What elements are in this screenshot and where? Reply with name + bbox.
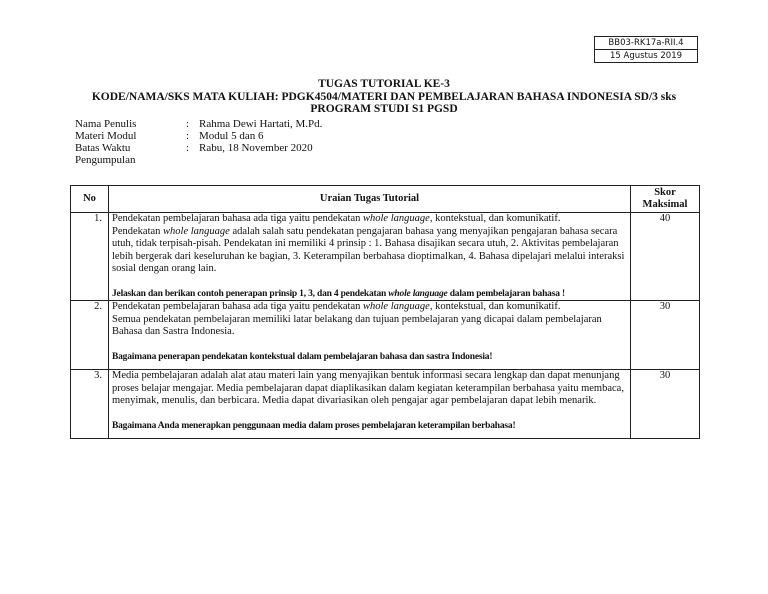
row-number: 2. — [71, 301, 109, 370]
table-header-row — [71, 186, 700, 213]
row-content — [109, 301, 631, 370]
course-line: KODE/NAMA/SKS MATA KULIAH: PDGK4504/MATERI DAN PEMBELAJARAN BAHASA INDONESIA SD/3 sks — [91, 91, 677, 103]
row-content — [109, 370, 631, 439]
table-row — [71, 301, 700, 370]
row-score: 30 — [631, 370, 700, 439]
info-value: Modul 5 dan 6 — [199, 130, 264, 142]
row-score: 30 — [631, 301, 700, 370]
row-paragraph: Pendekatan whole language adalah salah satu pendekatan pengajaran bahasa yang menyajikan pengajaran bahasa secara utuh, tidak terpisah-pisah. Pendekatan ini memiliki 4 prinsip : 1. Bahasa disajikan secara utuh, 2. Aktivitas pembelajaran lebih bergerak dari keseluruhan ke bagian, 3. Keterampilan berbahasa dioptimalkan, 4. Bahasa dipelajari melalui interaksi sosial dengan orang lain. — [112, 225, 625, 274]
header-skor-line1: Skor — [654, 186, 676, 198]
row-paragraph: Media pembelajaran adalah alat atau materi lain yang menyajikan bentuk informasi secara lengkap dan dapat menunjang proses belajar mengajar. Media pembelajaran dapat diaplikasikan dalam kegiatan keterampilan berbahasa yaitu membaca, menyimak, menulis, dan berbicara. Media dapat divariasikan oleh pengajar agar pembelajaran dapat lebih menarik. — [112, 370, 624, 406]
row-number: 3. — [71, 370, 109, 439]
table-row — [71, 370, 700, 439]
info-label: Nama Penulis — [75, 118, 137, 130]
row-question: Bagaimana Anda menerapkan penggunaan media dalam proses pembelajaran keterampilan berbahasa! — [112, 420, 516, 431]
info-label: Batas Waktu — [75, 142, 131, 154]
row-content — [109, 213, 631, 301]
row-paragraph: Pendekatan pembelajaran bahasa ada tiga yaitu pendekatan whole language, kontekstual, dan komunikatif. — [112, 301, 561, 312]
row-paragraph: Pendekatan pembelajaran bahasa ada tiga yaitu pendekatan whole language, kontekstual, dan komunikatif. — [112, 213, 561, 224]
row-number: 1. — [71, 213, 109, 301]
document-code-box — [594, 36, 698, 63]
program-line: PROGRAM STUDI S1 PGSD — [310, 103, 458, 115]
document-title: TUGAS TUTORIAL KE-3 — [318, 78, 450, 90]
header-no: No — [71, 186, 109, 213]
document-date: 15 Agustus 2019 — [594, 50, 698, 63]
document-code: BB03-RK17a-RII.4 — [594, 36, 698, 50]
info-value: Rabu, 18 November 2020 — [199, 142, 313, 154]
row-paragraph: Semua pendekatan pembelajaran memiliki latar belakang dan tujuan pembelajaran yang dicapai dalam pembelajaran Bahasa dan Sastra Indonesia. — [112, 313, 602, 337]
task-table — [70, 185, 700, 439]
header-uraian: Uraian Tugas Tutorial — [109, 186, 631, 213]
info-label: Pengumpulan — [75, 154, 136, 166]
info-colon: : — [186, 142, 190, 154]
row-question: Jelaskan dan berikan contoh penerapan prinsip 1, 3, dan 4 pendekatan whole language dalam pembelajaran bahasa ! — [112, 288, 565, 299]
info-colon: : — [186, 130, 190, 142]
row-question: Bagaimana penerapan pendekatan kontekstual dalam pembelajaran bahasa dan sastra Indonesia! — [112, 351, 493, 362]
header-skor — [631, 186, 700, 213]
info-label: Materi Modul — [75, 130, 137, 142]
info-colon: : — [186, 118, 190, 130]
info-value: Rahma Dewi Hartati, M.Pd. — [199, 118, 323, 130]
row-score: 40 — [631, 213, 700, 301]
header-skor-line2: Maksimal — [642, 199, 688, 210]
table-row — [71, 213, 700, 301]
